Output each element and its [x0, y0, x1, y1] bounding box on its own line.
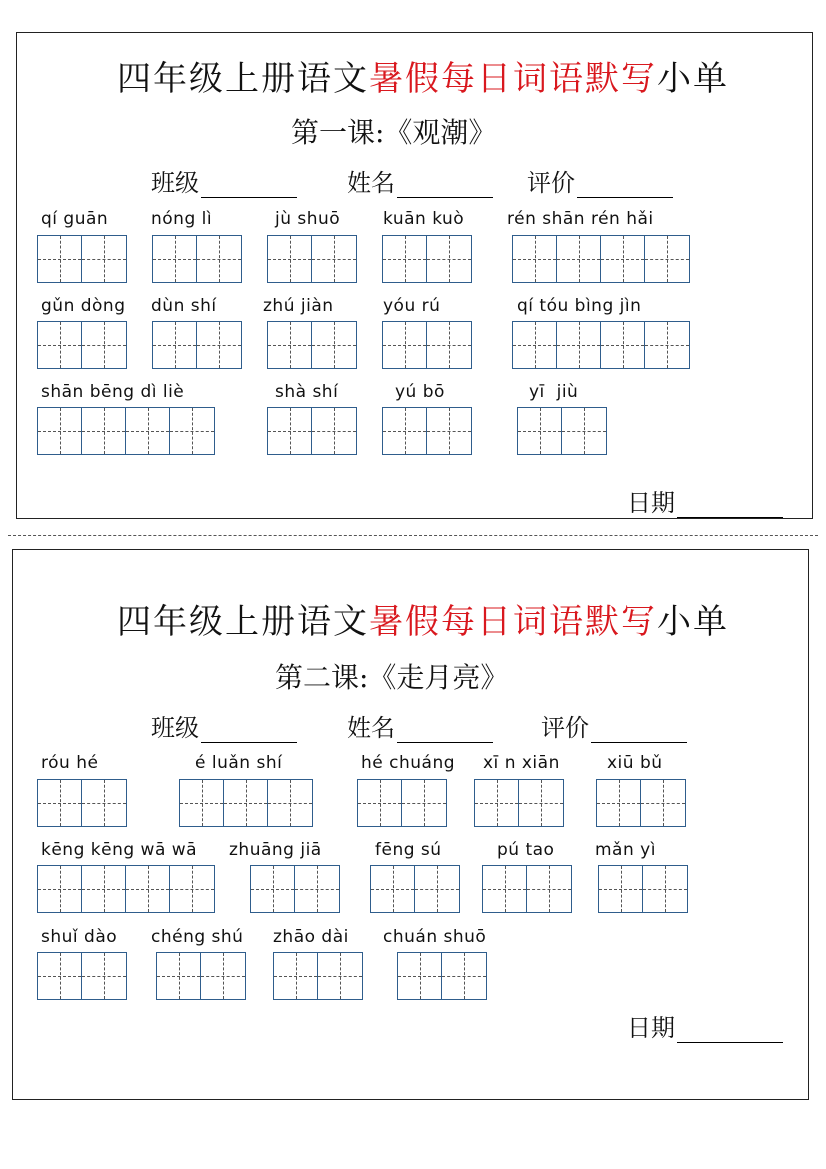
writing-grid[interactable] [517, 407, 607, 455]
writing-cell[interactable] [518, 408, 562, 454]
name-blank[interactable] [397, 716, 493, 743]
word-pinyin: yóu rú [383, 296, 441, 316]
writing-grid[interactable] [37, 952, 127, 1000]
word-pinyin: chuán shuō [383, 927, 487, 947]
writing-cell[interactable] [180, 780, 224, 826]
writing-cell[interactable] [295, 866, 339, 912]
class-blank[interactable] [201, 171, 297, 198]
writing-cell[interactable] [153, 236, 197, 282]
writing-cell[interactable] [251, 866, 295, 912]
date-blank[interactable] [677, 1016, 783, 1043]
writing-grid[interactable] [273, 952, 363, 1000]
writing-cell[interactable] [38, 780, 82, 826]
writing-cell[interactable] [153, 322, 197, 368]
writing-cell[interactable] [274, 953, 318, 999]
writing-cell[interactable] [427, 408, 471, 454]
writing-cell[interactable] [599, 866, 643, 912]
class-field [151, 708, 297, 743]
writing-cell[interactable] [358, 780, 402, 826]
grade-blank[interactable] [591, 716, 687, 743]
writing-cell[interactable] [442, 953, 486, 999]
writing-cell[interactable] [38, 953, 82, 999]
writing-cell[interactable] [475, 780, 519, 826]
writing-cell[interactable] [371, 866, 415, 912]
writing-grid[interactable] [267, 407, 357, 455]
lesson-title: 第二课:《走月亮》 [275, 661, 509, 694]
writing-cell[interactable] [513, 322, 557, 368]
word-pinyin: kuān kuò [383, 209, 465, 229]
writing-grid[interactable] [37, 235, 127, 283]
writing-cell[interactable] [82, 322, 126, 368]
writing-cell[interactable] [383, 236, 427, 282]
writing-grid[interactable] [37, 407, 215, 455]
writing-grid[interactable] [37, 321, 127, 369]
word-pinyin: yī jiù [529, 382, 579, 402]
word-pinyin: zhāo dài [273, 927, 349, 947]
grade-label: 评价 [527, 169, 575, 197]
name-label: 姓名 [347, 169, 395, 197]
writing-cell[interactable] [402, 780, 446, 826]
cut-line [8, 535, 818, 536]
date-field [627, 483, 783, 518]
writing-cell[interactable] [82, 236, 126, 282]
writing-cell[interactable] [126, 866, 170, 912]
name-field [347, 708, 493, 743]
writing-grid[interactable] [598, 865, 688, 913]
date-blank[interactable] [677, 491, 783, 518]
word-pinyin: chéng shú [151, 927, 244, 947]
word-pinyin: zhuāng jiā [229, 840, 322, 860]
writing-cell[interactable] [82, 866, 126, 912]
writing-grid[interactable] [152, 235, 242, 283]
writing-cell[interactable] [645, 322, 689, 368]
writing-cell[interactable] [557, 236, 601, 282]
writing-grid[interactable] [250, 865, 340, 913]
name-field [347, 163, 493, 198]
word-pinyin: shà shí [275, 382, 339, 402]
grade-field [541, 708, 687, 743]
word-pinyin: rén shān rén hǎi [507, 209, 654, 229]
class-blank[interactable] [201, 716, 297, 743]
writing-cell[interactable] [597, 780, 641, 826]
grade-blank[interactable] [577, 171, 673, 198]
writing-cell[interactable] [427, 236, 471, 282]
writing-cell[interactable] [601, 236, 645, 282]
writing-cell[interactable] [224, 780, 268, 826]
writing-cell[interactable] [157, 953, 201, 999]
writing-cell[interactable] [38, 408, 82, 454]
writing-grid[interactable] [357, 779, 447, 827]
grade-label: 评价 [541, 714, 589, 742]
writing-cell[interactable] [318, 953, 362, 999]
writing-cell[interactable] [312, 322, 356, 368]
worksheet-card-1 [16, 32, 813, 519]
writing-cell[interactable] [383, 408, 427, 454]
writing-cell[interactable] [170, 408, 214, 454]
writing-cell[interactable] [201, 953, 245, 999]
writing-grid[interactable] [37, 779, 127, 827]
date-label: 日期 [627, 1014, 675, 1042]
date-label: 日期 [627, 489, 675, 517]
date-field [627, 1008, 783, 1043]
word-pinyin: jù shuō [275, 209, 341, 229]
writing-grid[interactable] [482, 865, 572, 913]
worksheet-title: 四年级上册语文暑假每日词语默写小单 [117, 59, 729, 99]
writing-cell[interactable] [641, 780, 685, 826]
writing-grid[interactable] [512, 235, 690, 283]
word-pinyin: shuǐ dào [41, 927, 118, 947]
writing-grid[interactable] [267, 321, 357, 369]
word-pinyin: mǎn yì [595, 840, 656, 860]
writing-cell[interactable] [38, 866, 82, 912]
word-pinyin: qí tóu bìng jìn [517, 296, 642, 316]
writing-grid[interactable] [156, 952, 246, 1000]
word-pinyin: xī n xiān [483, 753, 560, 773]
writing-cell[interactable] [268, 780, 312, 826]
word-pinyin: hé chuáng [361, 753, 456, 773]
writing-cell[interactable] [268, 236, 312, 282]
writing-cell[interactable] [513, 236, 557, 282]
word-pinyin: kēng kēng wā wā [41, 840, 198, 860]
word-pinyin: zhú jiàn [263, 296, 334, 316]
writing-cell[interactable] [126, 408, 170, 454]
writing-grid[interactable] [179, 779, 313, 827]
word-pinyin: róu hé [41, 753, 99, 773]
writing-grid[interactable] [512, 321, 690, 369]
writing-cell[interactable] [197, 236, 241, 282]
writing-cell[interactable] [519, 780, 563, 826]
writing-cell[interactable] [601, 322, 645, 368]
writing-grid[interactable] [382, 407, 472, 455]
writing-cell[interactable] [170, 866, 214, 912]
word-pinyin: pú tao [497, 840, 555, 860]
writing-grid[interactable] [596, 779, 686, 827]
writing-grid[interactable] [37, 865, 215, 913]
word-pinyin: xiū bǔ [607, 753, 663, 773]
worksheet-card-2 [12, 549, 809, 1100]
writing-cell[interactable] [643, 866, 687, 912]
writing-grid[interactable] [397, 952, 487, 1000]
writing-cell[interactable] [527, 866, 571, 912]
writing-cell[interactable] [268, 408, 312, 454]
writing-grid[interactable] [382, 321, 472, 369]
word-pinyin: é luǎn shí [195, 753, 283, 773]
writing-cell[interactable] [38, 322, 82, 368]
writing-cell[interactable] [268, 322, 312, 368]
name-label: 姓名 [347, 714, 395, 742]
word-pinyin: qí guān [41, 209, 109, 229]
word-pinyin: dùn shí [151, 296, 217, 316]
writing-cell[interactable] [427, 322, 471, 368]
word-pinyin: fēng sú [375, 840, 442, 860]
writing-cell[interactable] [398, 953, 442, 999]
writing-cell[interactable] [312, 236, 356, 282]
name-blank[interactable] [397, 171, 493, 198]
class-field [151, 163, 297, 198]
writing-grid[interactable] [152, 321, 242, 369]
grade-field [527, 163, 673, 198]
writing-cell[interactable] [562, 408, 606, 454]
writing-grid[interactable] [474, 779, 564, 827]
writing-cell[interactable] [312, 408, 356, 454]
writing-cell[interactable] [82, 953, 126, 999]
word-pinyin: shān bēng dì liè [41, 382, 185, 402]
class-label: 班级 [151, 714, 199, 742]
writing-cell[interactable] [645, 236, 689, 282]
writing-cell[interactable] [557, 322, 601, 368]
word-pinyin: nóng lì [151, 209, 213, 229]
writing-grid[interactable] [382, 235, 472, 283]
writing-cell[interactable] [483, 866, 527, 912]
worksheet-title: 四年级上册语文暑假每日词语默写小单 [117, 602, 729, 642]
writing-grid[interactable] [267, 235, 357, 283]
word-pinyin: gǔn dòng [41, 296, 126, 316]
class-label: 班级 [151, 169, 199, 197]
writing-cell[interactable] [383, 322, 427, 368]
writing-cell[interactable] [197, 322, 241, 368]
writing-cell[interactable] [82, 780, 126, 826]
lesson-title: 第一课:《观潮》 [291, 116, 497, 149]
writing-grid[interactable] [370, 865, 460, 913]
writing-cell[interactable] [415, 866, 459, 912]
writing-cell[interactable] [38, 236, 82, 282]
word-pinyin: yú bō [395, 382, 445, 402]
writing-cell[interactable] [82, 408, 126, 454]
